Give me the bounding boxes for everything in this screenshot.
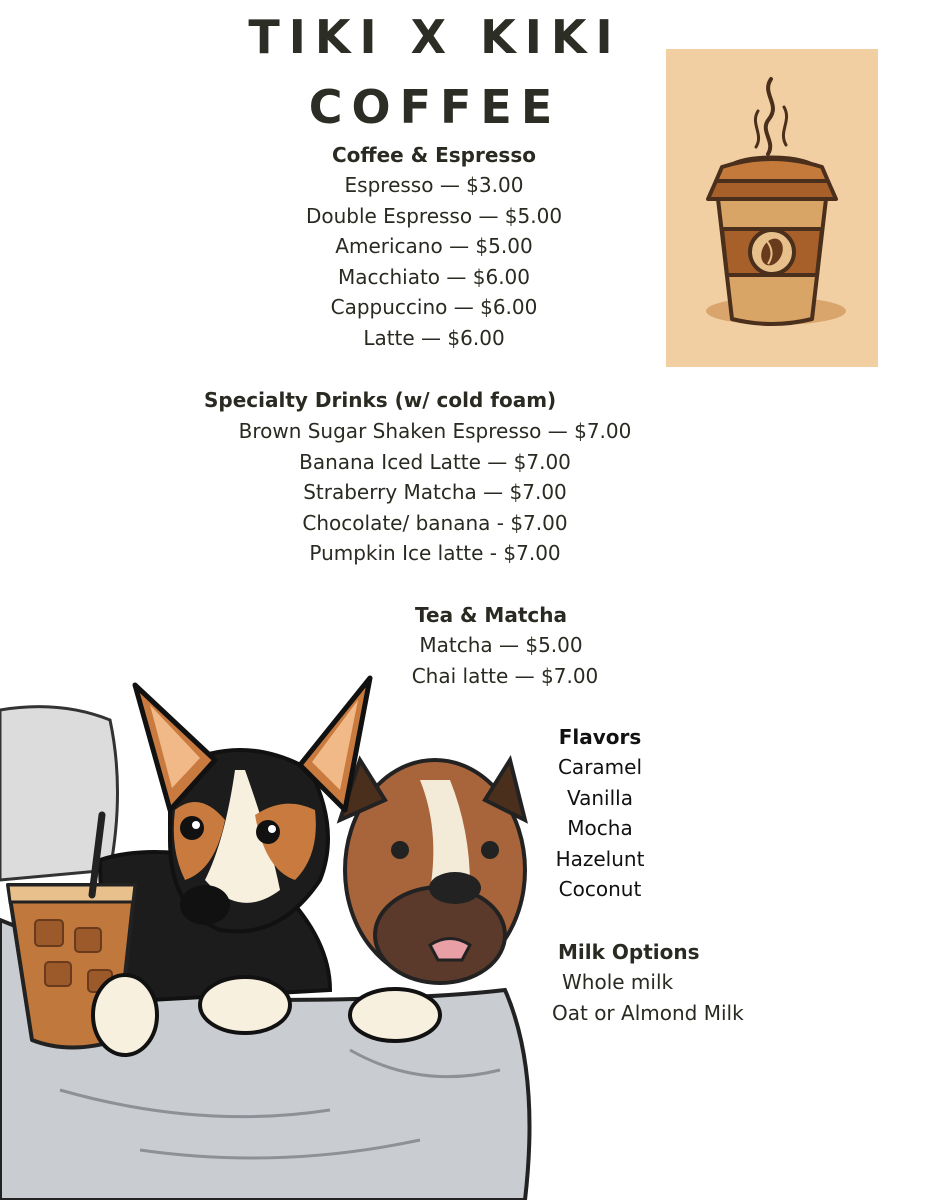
section-heading: Specialty Drinks (w/ cold foam) — [204, 388, 557, 412]
flavor-item: Hazelunt — [555, 846, 645, 871]
flavor-item: Mocha — [567, 816, 633, 841]
section-coffee-espresso — [234, 140, 634, 354]
page-title-line-1: TIKI X KIKI — [248, 10, 622, 64]
menu-item: Pumpkin Ice latte - $7.00 — [309, 541, 561, 566]
milk-item: Oat or Almond Milk — [552, 1000, 744, 1025]
menu-item: Chocolate/ banana - $7.00 — [302, 510, 568, 535]
flavor-item: Vanilla — [567, 785, 633, 810]
menu-item: Double Espresso — $5.00 — [305, 203, 563, 228]
section-specialty-drinks — [214, 416, 656, 569]
flavor-item: Coconut — [558, 877, 642, 902]
menu-item: Banana Iced Latte — $7.00 — [299, 449, 571, 474]
menu-item: Chai latte — $7.00 — [411, 663, 599, 688]
section-heading: Coffee & Espresso — [332, 143, 536, 167]
section-heading: Milk Options — [558, 940, 700, 964]
menu-item: Brown Sugar Shaken Espresso — $7.00 — [238, 419, 632, 443]
section-specialty-heading — [204, 385, 556, 415]
menu-item: Matcha — $5.00 — [419, 633, 583, 657]
section-milk-options — [552, 937, 744, 1028]
menu-item: Straberry Matcha — $7.00 — [303, 480, 567, 505]
section-heading: Flavors — [558, 725, 642, 749]
menu-item: Espresso — $3.00 — [344, 173, 524, 197]
coffee-cup-icon — [666, 49, 878, 367]
menu-item: Macchiato — $6.00 — [337, 264, 531, 289]
dogs-with-iced-coffee-illustration — [0, 670, 560, 1200]
menu-item: Cappuccino — $6.00 — [330, 295, 538, 320]
section-heading: Tea & Matcha — [415, 603, 567, 627]
menu-item: Americano — $5.00 — [335, 234, 533, 259]
page-title-line-2: COFFEE — [308, 80, 562, 134]
menu-item: Latte — $6.00 — [363, 325, 505, 350]
milk-item: Whole milk — [562, 970, 674, 994]
flavor-item: Caramel — [557, 755, 643, 779]
